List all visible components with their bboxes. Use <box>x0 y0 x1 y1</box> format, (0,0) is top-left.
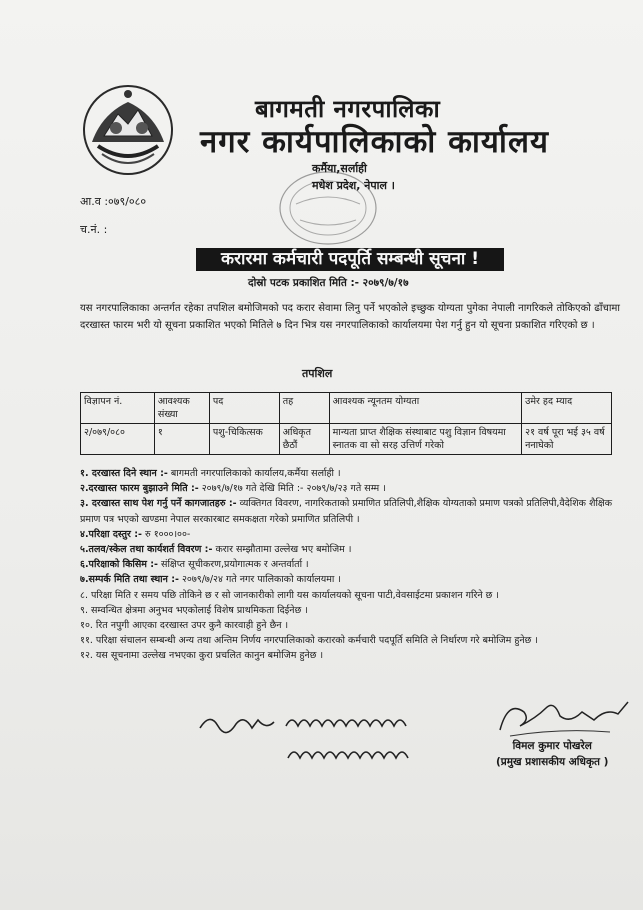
note-label: ३. दरखास्त साथ पेश गर्नु पर्ने कागजातहरु :- <box>80 498 237 510</box>
fiscal-year: आ.व :०७९/०८० <box>80 195 147 208</box>
published-date: दोस्रो पटक प्रकाशित मिति :- २०७९/७/१७ <box>248 277 409 289</box>
note-text: १२. यस सूचनामा उल्लेख नभएका कुरा प्रचलित कानुन बमोजिम हुनेछ । <box>80 650 324 662</box>
list-item <box>80 603 620 618</box>
notice-title: करारमा कर्मचारी पदपूर्ति सम्बन्धी सूचना ! <box>196 248 504 271</box>
signatory-name: विमल कुमार पोखरेल <box>512 740 592 752</box>
cell-level: अधिकृत छैठौं <box>279 424 329 455</box>
col-header-level: तह <box>279 393 329 424</box>
note-text: २०७९/७/२४ गते नगर पालिकाको कार्यालयमा । <box>178 574 341 586</box>
cell-qualification: मान्यता प्राप्त शैक्षिक संस्थाबाट पशु विज्ञान विषयमा स्नातक वा सो सरह उत्तिर्ण गरेको <box>329 424 521 455</box>
col-header-qualification: आवश्यक न्यूनतम योग्यता <box>329 393 521 424</box>
table-header-row <box>81 393 612 424</box>
note-text: व्यक्तिगत विवरण, नागरिकताको प्रमाणित प्रतिलिपी,शैक्षिक योग्यताको प्रमाण पत्रको प्रतिलिपी,वैदेशिक शैक्षिक प्रमाण पत्र भएको खण्डमा नेपाल सरकारबाट समकक्षता गरेको प्रमाणित प्रतिलिपी । <box>80 498 613 525</box>
list-item <box>80 572 620 587</box>
cell-post: पशु-चिकित्सक <box>209 424 279 455</box>
note-text: ८. परिक्षा मिति र समय पछि तोकिने छ र सो जानकारीको लागी यस कार्यालयको सूचना पाटी,वेवसाईटमा प्रकाशन गरिने छ । <box>80 589 499 601</box>
col-header-age-limit: उमेर हद म्याद <box>522 393 612 424</box>
note-label: २.दरखास्त फारम बुझाउने मिति :- <box>80 483 199 495</box>
office-name: नगर कार्यपालिकाको कार्यालय <box>200 124 549 160</box>
list-item <box>80 557 620 572</box>
list-item <box>80 633 620 648</box>
schedule-heading: तपशिल <box>302 367 333 380</box>
note-label: ६.परिक्षाको किसिम :- <box>80 559 158 571</box>
note-label: ७.सम्पर्क मिति तथा स्थान :- <box>80 574 179 586</box>
signatory-title: (प्रमुख प्रशासकीय अधिकृत ) <box>496 756 609 768</box>
conditions-list <box>80 466 620 664</box>
list-item <box>80 588 620 603</box>
nepal-emblem-icon <box>82 84 174 176</box>
note-text: संक्षिप्त सूचीकरण,प्रयोगात्मक र अन्तर्वार्ता । <box>158 559 309 571</box>
note-label: १. दरखास्त दिने स्थान :- <box>80 468 168 479</box>
list-item <box>80 496 620 526</box>
signatory-block <box>496 738 608 770</box>
col-header-count: आवश्यक संख्या <box>154 393 209 424</box>
col-header-ad-no: विज्ञापन नं. <box>81 393 155 424</box>
office-address <box>312 160 395 194</box>
cell-count: १ <box>154 424 209 455</box>
list-item <box>80 618 620 633</box>
note-label: ४.परिक्षा दस्तुर :- <box>80 528 142 540</box>
note-text: करार सम्झौतामा उल्लेख भए बमोजिम । <box>212 544 352 556</box>
list-item <box>80 481 620 496</box>
signature-icon <box>490 690 640 744</box>
note-text: रु १०००।००- <box>141 528 191 540</box>
intro-paragraph: यस नगरपालिकाका अन्तर्गत रहेका तपशिल बमोजिमको पद करार सेवामा लिनु पर्ने भएकोले इच्छुक योग्यता पुगेका नेपाली नागरिकले तोकिएको ढाँचामा दरखास्त फारम भरी यो सूचना प्रकाशित भएको मितिले ७ दिन भित्र यस नगरपालिकाको कार्यालयमा पेश गर्नु हुन यो सूचना प्रकाशित गरिएको छ । <box>80 303 620 331</box>
note-text: २०७९/७/१७ गते देखि मिति :- २०७९/७/२३ गते सम्म । <box>198 483 386 495</box>
address-line-1: कर्मैया,सर्लाही <box>312 162 367 175</box>
col-header-post: पद <box>209 393 279 424</box>
note-label: ५.तलव/स्केल तथा कार्यशर्त विवरण :- <box>80 544 213 556</box>
vacancy-table <box>80 392 612 455</box>
municipality-name: बागमती नगरपालिका <box>255 95 441 123</box>
note-text: ११. परिक्षा संचालन सम्बन्धी अन्य तथा अन्तिम निर्णय नगरपालिकाको करारको कर्मचारी पदपूर्ति समिति ले निर्धारण गरे बमोजिम हुनेछ । <box>80 635 538 647</box>
note-text: ९. सम्वन्धित क्षेत्रमा अनुभव भएकोलाई विशेष प्राथमिकता दिईनेछ । <box>80 604 308 616</box>
reference-number: च.नं. : <box>80 223 108 236</box>
cell-age-limit: २१ वर्ष पूरा भई ३५ वर्ष ननाघेको <box>522 424 612 455</box>
note-text: १०. रित नपुगी आएका दरखास्त उपर कुनै कारवाही हुने छैन । <box>80 620 289 632</box>
note-text: बागमती नगरपालिकाको कार्यालय,कर्मैया सर्लाही । <box>167 468 341 479</box>
handwritten-contact <box>196 702 436 772</box>
table-row <box>81 424 612 455</box>
list-item <box>80 527 620 542</box>
cell-ad-no: २/०७९/०८० <box>81 424 155 455</box>
address-line-2: मधेश प्रदेश, नेपाल । <box>312 179 395 192</box>
list-item <box>80 466 620 481</box>
list-item <box>80 648 620 663</box>
list-item <box>80 542 620 557</box>
